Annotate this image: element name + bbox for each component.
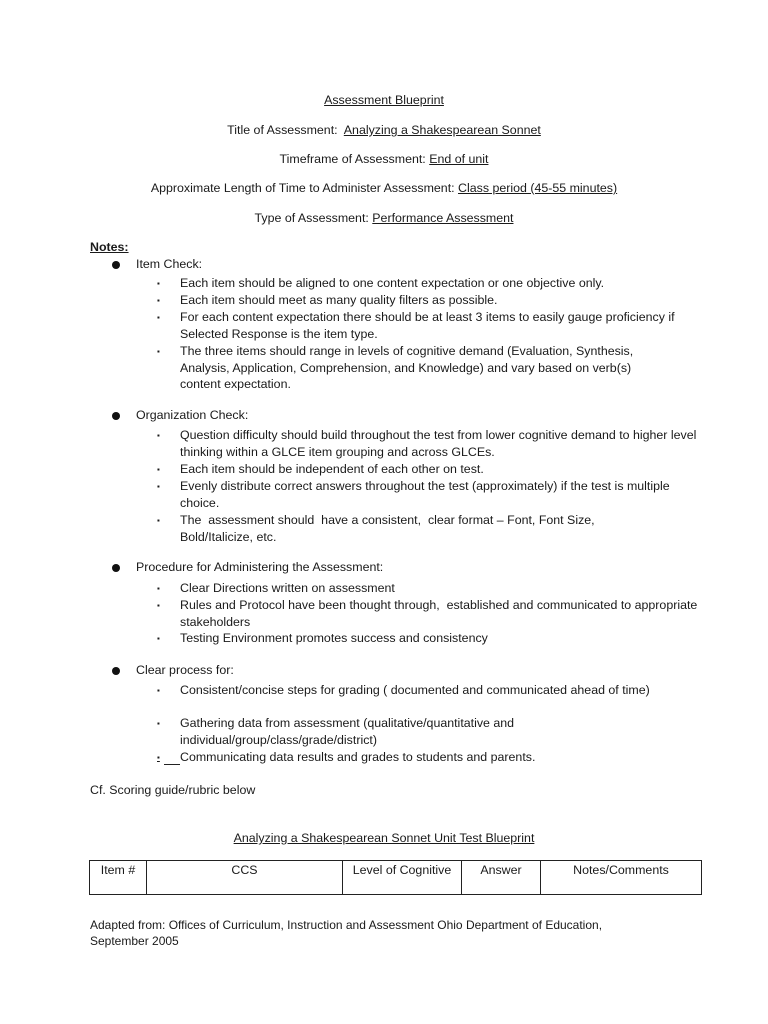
square-bullet-icon: ▪ — [157, 296, 160, 305]
list-item: Each item should be independent of each other on test. — [180, 462, 484, 476]
list-item: For each content expectation there should be at least 3 items to easily gauge proficiency if Selected Response is the item type. — [180, 310, 675, 341]
square-bullet-icon: ▪ — [157, 686, 160, 695]
blueprint-table — [89, 860, 702, 895]
square-bullet-icon: ▪ — [157, 431, 160, 440]
square-bullet-icon: ▪ — [157, 516, 160, 525]
square-bullet-icon: ▪ — [157, 584, 160, 593]
section-bullet-icon — [112, 412, 120, 420]
scoring-note: Cf. Scoring guide/rubric below — [90, 783, 256, 797]
list-item: Each item should be aligned to one content expectation or one objective only. — [180, 276, 605, 290]
field-value: Class period (45-55 minutes) — [458, 181, 618, 195]
list-item: Gathering data from assessment (qualitative/quantitative and individual/group/class/grade/district) — [180, 716, 515, 747]
field-label: Timeframe of Assessment: — [279, 152, 426, 166]
field-label: Approximate Length of Time to Administer Assessment: — [150, 181, 455, 195]
field-length-of-time — [0, 181, 768, 195]
table-title: Analyzing a Shakespearean Sonnet Unit Test Blueprint — [233, 831, 535, 845]
column-header-notes-comments: Notes/Comments — [541, 861, 702, 895]
field-value: Performance Assessment — [372, 211, 514, 225]
square-bullet-icon: ▪ — [157, 753, 160, 762]
section-bullet-icon — [112, 667, 120, 675]
square-bullet-icon: ▪ — [157, 601, 160, 610]
list-item: Communicating data results and grades to students and parents. — [180, 750, 536, 764]
column-header-level-of-cognitive: Level of Cognitive — [343, 861, 462, 895]
square-bullet-icon: ▪ — [157, 719, 160, 728]
square-bullet-icon: ▪ — [157, 482, 160, 491]
column-header-ccs: CCS — [147, 861, 343, 895]
column-header-item-number: Item # — [90, 861, 147, 895]
section-title: Clear process for: — [136, 663, 234, 677]
list-item: Question difficulty should build throughout the test from lower cognitive demand to higher level thinking within a GLCE item grouping and across GLCEs. — [180, 428, 697, 459]
list-item: The assessment should have a consistent, clear format – Font, Font Size, Bold/Italicize, etc. — [180, 513, 599, 544]
square-bullet-icon: ▪ — [157, 313, 160, 322]
field-type-of-assessment — [0, 211, 768, 225]
square-bullet-icon: ▪ — [157, 347, 160, 356]
field-label: Type of Assessment: — [254, 211, 369, 225]
list-item: Clear Directions written on assessment — [180, 581, 395, 595]
list-item: Rules and Protocol have been thought through, established and communicated to appropriate stakeholders — [180, 598, 701, 629]
field-label: Title of Assessment: — [227, 123, 338, 137]
section-bullet-icon — [112, 564, 120, 572]
table-header-row — [90, 861, 702, 895]
list-item: Evenly distribute correct answers throughout the test (approximately) if the test is multiple choice. — [180, 479, 670, 510]
underline-divider — [164, 764, 180, 765]
square-bullet-icon: ▪ — [157, 634, 160, 643]
list-item: Testing Environment promotes success and consistency — [180, 631, 488, 645]
column-header-answer: Answer — [462, 861, 541, 895]
document-heading: Assessment Blueprint — [324, 93, 444, 107]
square-bullet-icon: ▪ — [157, 465, 160, 474]
field-timeframe — [0, 152, 768, 166]
section-title: Item Check: — [136, 257, 203, 271]
list-item: The three items should range in levels of cognitive demand (Evaluation, Synthesis, Analysis, Application, Comprehension, and Knowledge) and vary based on verb(s) content expectation. — [180, 344, 634, 391]
list-item: Consistent/concise steps for grading ( documented and communicated ahead of time) — [180, 683, 650, 697]
list-item: Each item should meet as many quality filters as possible. — [180, 293, 498, 307]
footer-source: Adapted from: Offices of Curriculum, Instruction and Assessment Ohio Department of Education, September 2005 — [90, 918, 603, 948]
field-title-of-assessment — [0, 123, 768, 137]
section-bullet-icon — [112, 261, 120, 269]
square-bullet-icon: ▪ — [157, 279, 160, 288]
notes-label: Notes: — [90, 240, 129, 254]
section-title: Organization Check: — [136, 408, 249, 422]
field-value: End of unit — [429, 152, 489, 166]
field-value: Analyzing a Shakespearean Sonnet — [343, 123, 541, 137]
section-title: Procedure for Administering the Assessment: — [136, 560, 384, 574]
